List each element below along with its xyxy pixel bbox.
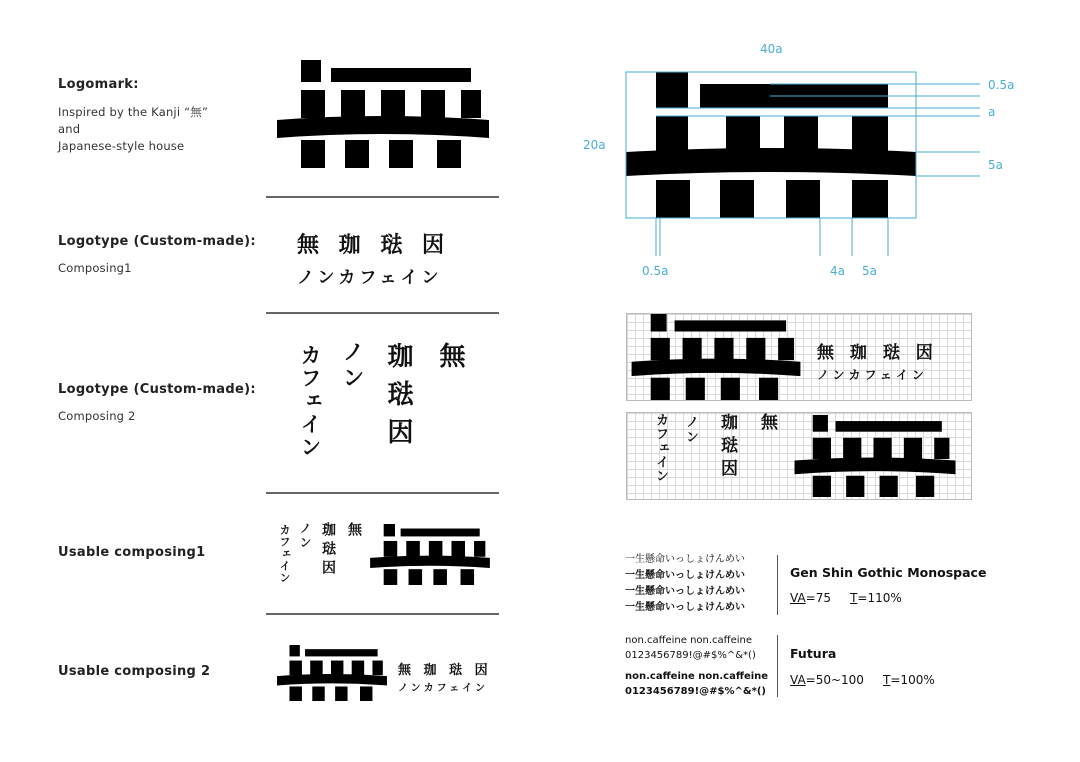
vertical-kafein: カフェイン <box>298 344 322 459</box>
futura-samples: non.caffeine non.caffeine 0123456789!@#$%^&*() non.caffeine non.caffeine 0123456789!@#$%^&*() <box>625 635 769 697</box>
gen-metrics: VA=75 T=110% <box>790 591 902 605</box>
grid1-kanji: 無 珈 琺 因 <box>817 343 938 363</box>
vertical-mu: 無 <box>435 342 465 368</box>
grid1-katakana: ノンカフェイン <box>817 368 928 382</box>
logotype1-sub: Composing1 <box>58 261 132 275</box>
logotype2-title: Logotype (Custom-made): <box>58 382 256 397</box>
logomark-desc: Inspired by the Kanji “無” and Japanese-style house <box>58 105 209 153</box>
vline <box>777 555 778 615</box>
grid2-kahi: 珈琺因 <box>717 413 737 482</box>
gen-font-name: Gen Shin Gothic Monospace <box>790 565 987 580</box>
vline <box>777 635 778 697</box>
logotype-kanji: 無 珈 琺 因 <box>297 233 450 258</box>
dim-r1: 0.5a <box>988 78 1015 92</box>
usable1-mu: 無 <box>346 522 362 536</box>
dim-r2: a <box>988 105 996 119</box>
dim-r3: 5a <box>988 158 1003 172</box>
construction-diagram <box>620 60 990 260</box>
vertical-non: ノン <box>339 340 364 392</box>
logotype2-sub: Composing 2 <box>58 409 136 423</box>
usable2-logomark <box>277 645 387 701</box>
dim-left: 20a <box>583 138 606 152</box>
logomark-title: Logomark: <box>58 77 139 92</box>
divider <box>266 196 499 198</box>
logotype1-title: Logotype (Custom-made): <box>58 234 256 249</box>
dim-b1: 0.5a <box>642 264 669 278</box>
futura-font-name: Futura <box>790 646 837 661</box>
usable1-title: Usable composing1 <box>58 545 206 560</box>
logotype-katakana: ノンカフェイン <box>297 268 443 288</box>
gen-samples: 一生懸命いっしょけんめい 一生懸命いっしょけんめい 一生懸命いっしょけんめい 一生懸命いっしょけんめい <box>625 554 745 613</box>
grid-composing1 <box>626 313 972 401</box>
divider <box>266 613 499 615</box>
futura-metrics: VA=50~100 T=100% <box>790 673 935 687</box>
vertical-kahi: 珈琺因 <box>383 342 413 456</box>
dim-b2: 4a <box>830 264 845 278</box>
usable2-title: Usable composing 2 <box>58 664 211 679</box>
dim-b3: 5a <box>862 264 877 278</box>
grid-composing2 <box>626 412 972 500</box>
usable2-kanji: 無 珈 琺 因 <box>398 663 492 678</box>
grid2-non: ノン <box>683 415 698 445</box>
usable2-katakana: ノンカフェイン <box>398 683 489 694</box>
logomark <box>277 60 489 168</box>
divider <box>266 312 499 314</box>
usable1-logomark <box>370 524 490 585</box>
usable1-kafein: カフェイン <box>278 524 291 584</box>
usable1-kahi: 珈琺因 <box>320 522 336 579</box>
grid2-kafein: カフェイン <box>653 413 668 483</box>
grid2-mu: 無 <box>757 413 777 430</box>
divider <box>266 492 499 494</box>
usable1-non: ノン <box>298 522 312 550</box>
dim-top: 40a <box>760 42 783 56</box>
